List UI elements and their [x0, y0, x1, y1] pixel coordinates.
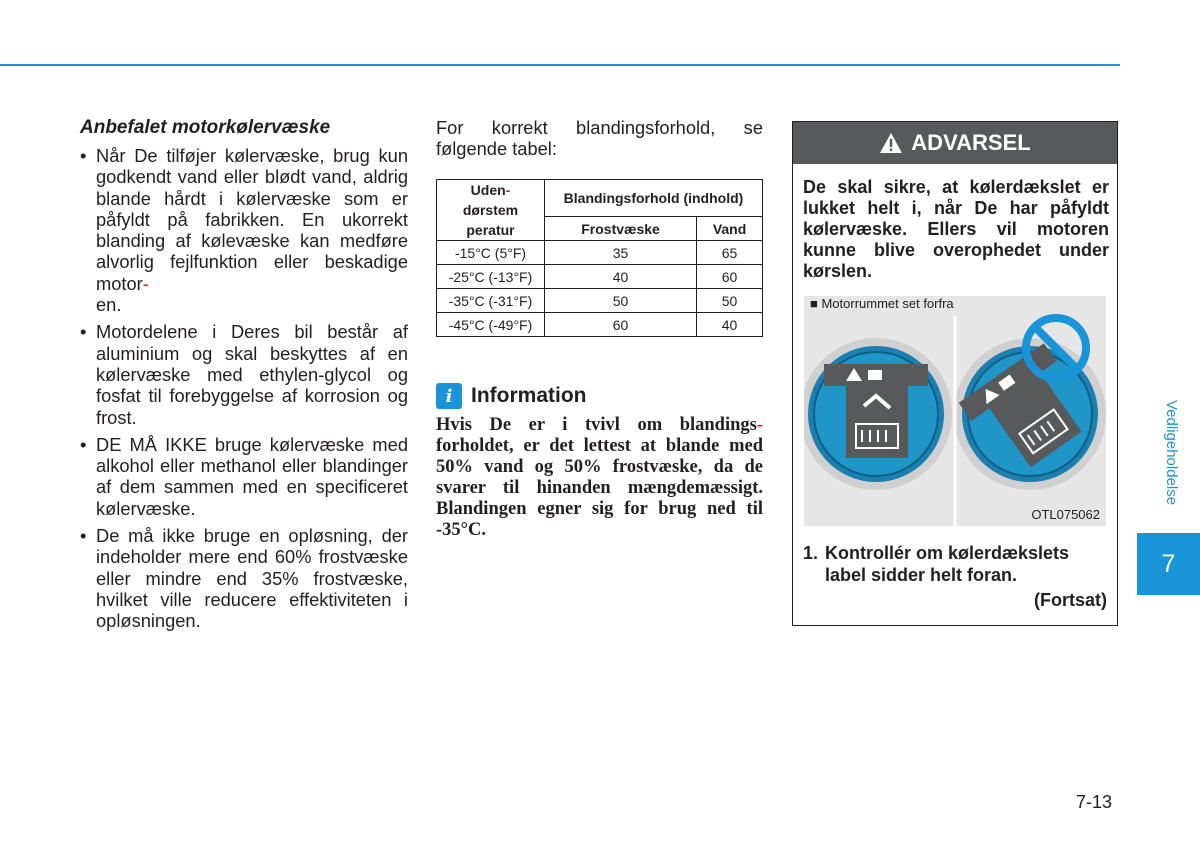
bullet-item: • DE MÅ IKKE bruge kølervæske med alkohol eller methanol eller blandinger af dem sammen med en specificeret kølervæske.	[80, 434, 408, 519]
step-number: 1.	[803, 543, 819, 563]
table-row	[437, 265, 763, 289]
cell-temp: -25°C (-13°F)	[437, 265, 545, 289]
cell-frost: 35	[545, 241, 697, 265]
radiator-cap-figure	[804, 296, 1106, 526]
radiator-cap-illustration	[804, 296, 1106, 526]
warning-title: ADVARSEL	[911, 130, 1031, 155]
bullet-item: • Når De tilføjer kølervæske, brug kun godkendt vand eller blødt vand, aldrig blande hårdt i kølervæske som er påfyldt på fabrikken. En ukorrekt blanding af kølevæske kan medføre alvorlig fejlfunktion eller beskadige motor- en.	[80, 145, 408, 315]
left-column	[80, 117, 408, 638]
warning-box	[792, 121, 1118, 626]
header-rule	[0, 64, 1120, 66]
figure-caption: ■ Motorrummet set forfra	[810, 296, 954, 311]
bullet-item: • De må ikke bruge en opløsning, der indeholder mere end 60% frostvæske eller mindre end 35% frostvæske, hvilket ville reducere effektiviteten i opløsningen.	[80, 525, 408, 631]
warning-header	[793, 122, 1117, 164]
table-row	[437, 313, 763, 337]
warning-text: De skal sikre, at kølerdækslet er lukket helt i, når De har påfyldt kølervæske. Ellers vil motoren kunne blive overophedet under kørslen.	[803, 177, 1109, 281]
mixing-table	[436, 179, 763, 337]
table-row	[437, 289, 763, 313]
information-title: Information	[471, 384, 587, 407]
information-heading	[436, 383, 587, 409]
info-icon: i	[436, 383, 462, 409]
page-number: 7-13	[1076, 792, 1113, 812]
middle-column	[436, 117, 763, 540]
header-water: Vand	[697, 217, 763, 241]
cell-water: 40	[697, 313, 763, 337]
warning-triangle-icon	[879, 132, 903, 154]
header-temperature: Uden- dørstem peratur	[437, 180, 545, 241]
information-text: Hvis De er i tvivl om blandings- forholdet, er det lettest at blande med 50% vand og 50% frostvæske, da de svarer til hinanden mængdemæssigt. Blandingen egner sig for brug ned til -35°C.	[436, 415, 763, 540]
section-heading: Anbefalet motorkølervæske	[80, 117, 331, 138]
cell-water: 65	[697, 241, 763, 265]
cell-temp: -15°C (5°F)	[437, 241, 545, 265]
correct-cap-icon	[804, 338, 952, 490]
bullet-list	[80, 145, 408, 632]
chapter-tab: 7	[1137, 533, 1200, 595]
bullet-item: • Motordelene i Deres bil består af aluminium og skal beskyttes af en kølervæske med ethylen-glycol og fosfat til forebyggelse af korrosion og frost.	[80, 321, 408, 427]
cell-water: 60	[697, 265, 763, 289]
table-intro: For korrekt blandingsforhold, se følgende tabel:	[436, 117, 763, 159]
chapter-section-label: Vedligeholdelse	[1163, 400, 1180, 506]
cell-frost: 40	[545, 265, 697, 289]
figure-code: OTL075062	[1031, 507, 1100, 522]
cell-frost: 50	[545, 289, 697, 313]
cell-frost: 60	[545, 313, 697, 337]
cell-temp: -35°C (-31°F)	[437, 289, 545, 313]
step-1: 1. Kontrollér om kølerdækslets label sidder helt foran.	[803, 543, 1070, 585]
table-row	[437, 241, 763, 265]
header-frost: Frostvæske	[545, 217, 697, 241]
continued-label: (Fortsat)	[1034, 590, 1107, 610]
header-mixing-ratio: Blandingsforhold (indhold)	[545, 180, 763, 217]
cell-water: 50	[697, 289, 763, 313]
cell-temp: -45°C (-49°F)	[437, 313, 545, 337]
